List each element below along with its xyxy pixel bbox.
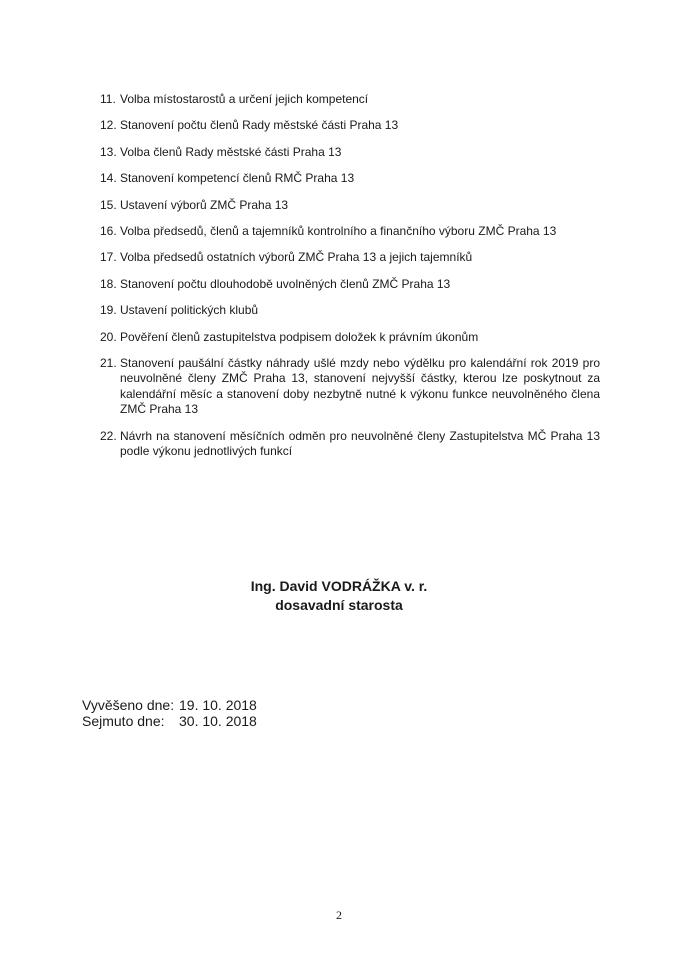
agenda-item [100, 198, 600, 214]
agenda-item-number: 22. [100, 428, 117, 443]
agenda-item-number: 14. [100, 171, 117, 186]
posting-dates [82, 697, 257, 729]
agenda-item-text: Stanovení počtu dlouhodobě uvolněných členů ZMČ Praha 13 [120, 276, 451, 291]
agenda-item [100, 356, 600, 418]
signatory-role: dosavadní starosta [275, 597, 403, 613]
agenda-item [100, 429, 600, 460]
agenda-item-text: Volba předsedů ostatních výborů ZMČ Praha 13 a jejich tajemníků [120, 250, 473, 265]
agenda-item-number: 20. [100, 329, 117, 344]
agenda-item [100, 277, 600, 293]
agenda-item-number: 13. [100, 144, 117, 159]
posted-row [82, 697, 257, 713]
agenda-item-number: 12. [100, 118, 117, 133]
agenda-item-text: Ustavení výborů ZMČ Praha 13 [120, 197, 289, 212]
agenda-item-number: 17. [100, 250, 117, 265]
signatory-name: Ing. David VODRÁŽKA v. r. [250, 578, 428, 594]
agenda-item-text: Návrh na stanovení měsíčních odměn pro neuvolněné členy Zastupitelstva MČ Praha 13 podle výkonu jednotlivých funkcí [120, 428, 600, 459]
posted-label: Vyvěšeno dne: [82, 697, 175, 713]
agenda-item [100, 145, 600, 161]
removed-row [82, 713, 257, 729]
agenda-item-number: 15. [100, 197, 117, 212]
agenda-item-number: 18. [100, 276, 117, 291]
agenda-item-text: Volba členů Rady městské části Praha 13 [120, 144, 342, 159]
agenda-item [100, 250, 600, 266]
removed-date: 30. 10. 2018 [179, 713, 257, 729]
agenda-item-text: Ustavení politických klubů [120, 303, 259, 318]
agenda-item [100, 92, 600, 108]
agenda-item-number: 11. [100, 92, 116, 106]
agenda-item [100, 303, 600, 319]
posted-date: 19. 10. 2018 [179, 697, 257, 713]
agenda-item-text: Volba předsedů, členů a tajemníků kontrolního a finančního výboru ZMČ Praha 13 [120, 223, 557, 238]
agenda-item-text: Volba místostarostů a určení jejich kompetencí [120, 92, 369, 106]
agenda-item [100, 118, 600, 134]
agenda-item-text: Stanovení paušální částky náhrady ušlé mzdy nebo výdělku pro kalendářní rok 2019 pro neuvolněné členy ZMČ Praha 13, stanovení nejvyšší částky, kterou lze poskytnout za kalendářní měsíc a stanovení doby nezbytně nutné k výkonu funkce neuvolněného člena ZMČ Praha 13 [120, 355, 600, 417]
agenda-item-text: Pověření členů zastupitelstva podpisem doložek k právním úkonům [120, 329, 479, 344]
agenda-item-number: 19. [100, 303, 117, 318]
agenda-item [100, 224, 600, 240]
agenda-item-text: Stanovení kompetencí členů RMČ Praha 13 [120, 171, 355, 186]
agenda-item [100, 171, 600, 187]
removed-label: Sejmuto dne: [82, 713, 165, 729]
page-number: 2 [336, 908, 342, 922]
agenda-item [100, 330, 600, 346]
agenda-item-number: 16. [100, 223, 117, 238]
agenda-item-number: 21. [100, 355, 117, 370]
agenda-list [100, 92, 600, 471]
agenda-item-text: Stanovení počtu členů Rady městské části Praha 13 [120, 118, 399, 133]
signature-block [0, 577, 678, 615]
